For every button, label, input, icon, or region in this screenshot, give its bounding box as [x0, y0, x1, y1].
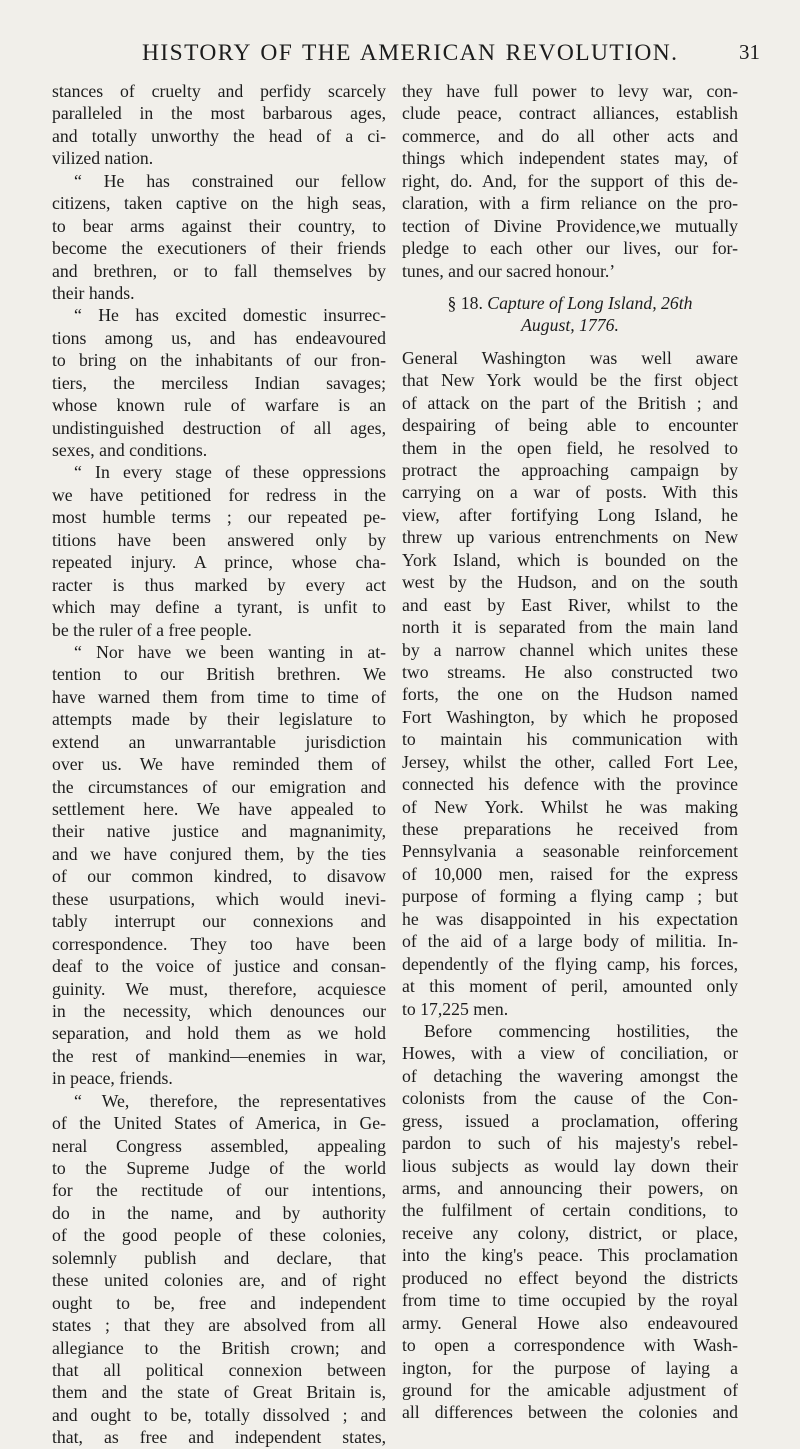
text-line: that all political connexion between: [52, 1359, 386, 1380]
text-line: most humble terms ; our repeated pe-: [52, 507, 386, 528]
text-line: we have petitioned for redress in the: [52, 484, 386, 505]
text-line: these preparations he received from: [402, 819, 738, 839]
text-line: dependently of the flying camp, his forces,: [402, 953, 738, 974]
text-line: claration, with a firm reliance on the pro-: [402, 193, 738, 214]
text-line: tention to our British brethren. We: [52, 664, 386, 685]
text-line: army. General Howe also endeavoured: [402, 1312, 738, 1333]
text-line: protract the approaching campaign by: [402, 460, 738, 480]
text-line: connected his defence with the province: [402, 774, 738, 795]
text-line: their native justice and magnanimity,: [52, 821, 386, 842]
text-line: forts, the one on the Hudson named: [402, 684, 738, 705]
section-mark: § 18.: [447, 292, 483, 313]
text-line: repeated injury. A prince, whose cha-: [52, 552, 386, 573]
text-line: their hands.: [52, 282, 135, 303]
text-line: tions among us, and has endeavoured: [52, 327, 386, 348]
text-line: states ; that they are absolved from all: [52, 1315, 386, 1336]
text-line: into the king's peace. This proclamation: [402, 1245, 738, 1266]
text-line: guinity. We must, therefore, acquiesce: [52, 978, 386, 999]
text-line: north it is separated from the main land: [402, 617, 738, 638]
text-line: citizens, taken captive on the high seas,: [52, 193, 386, 214]
text-line: and we have conjured them, by the ties: [52, 843, 386, 864]
text-line: them in the open field, he resolved to: [402, 437, 738, 458]
text-line: of the good people of these colonies,: [52, 1225, 386, 1246]
text-line: despairing of being able to encounter: [402, 415, 738, 436]
text-line: Before commencing hostilities, the: [424, 1020, 738, 1041]
text-line: and totally unworthy the head of a ci-: [52, 125, 386, 146]
text-line: Jersey, whilst the other, called Fort Lee,: [402, 751, 738, 772]
text-line: pardon to such of his majesty's rebel-: [402, 1133, 738, 1154]
text-line: deaf to the voice of justice and consan-: [52, 956, 386, 977]
text-line: lious subjects as would lay down their: [402, 1155, 738, 1176]
text-line: west by the Hudson, and on the south: [402, 572, 738, 593]
text-line: to bring on the inhabitants of our fron-: [52, 350, 386, 371]
text-line: the fulfilment of certain conditions, to: [402, 1200, 738, 1221]
text-line: “ He has constrained our fellow: [74, 170, 386, 191]
text-line: to 17,225 men.: [402, 998, 509, 1019]
right-column: [402, 80, 738, 1424]
text-line: neral Congress assembled, appealing: [52, 1135, 386, 1156]
text-line: them and the state of Great Britain is,: [52, 1382, 386, 1403]
text-line: tection of Divine Providence,we mutually: [402, 215, 738, 236]
text-line: receive any colony, district, or place,: [402, 1222, 738, 1243]
text-line: do in the name, and by authority: [52, 1202, 386, 1223]
text-line: pledge to each other our lives, our for-: [402, 238, 738, 259]
text-line: at this moment of peril, amounted only: [402, 976, 738, 997]
text-line: attempts made by their legislature to: [52, 709, 386, 730]
text-line: tiers, the merciless Indian savages;: [52, 372, 386, 393]
text-line: clude peace, contract alliances, establish: [402, 103, 738, 124]
left-column: [52, 80, 386, 1449]
text-line: to maintain his communication with: [402, 729, 738, 750]
text-line: right, do. And, for the support of this de-: [402, 170, 738, 191]
running-head: [142, 40, 760, 68]
text-line: undistinguished destruction of all ages,: [52, 417, 386, 438]
text-line: of attack on the part of the British ; and: [402, 392, 738, 413]
text-line: extend an unwarrantable jurisdiction: [52, 731, 386, 752]
text-line: “ Nor have we been wanting in at-: [74, 641, 386, 662]
text-line: of the aid of a large body of militia. In-: [402, 931, 738, 952]
text-line: vilized nation.: [52, 148, 154, 169]
text-line: gress, issued a proclamation, offering: [402, 1110, 738, 1131]
text-line: ground for the amicable adjustment of: [402, 1379, 738, 1400]
text-line: by a narrow channel which unites these: [402, 639, 738, 660]
text-line: which may define a tyrant, is unfit to: [52, 597, 386, 618]
text-line: produced no effect beyond the districts: [402, 1267, 738, 1288]
text-line: settlement here. We have appealed to: [52, 799, 386, 819]
section-title: Capture of Long Island, 26th: [487, 292, 693, 313]
text-line: whose known rule of warfare is an: [52, 395, 386, 416]
section-heading-date: August, 1776.: [521, 315, 619, 336]
text-line: to open a correspondence with Wash-: [402, 1335, 738, 1356]
text-line: stances of cruelty and perfidy scarcely: [52, 81, 386, 101]
text-line: General Washington was well aware: [402, 347, 738, 368]
text-line: the rest of mankind—enemies in war,: [52, 1045, 386, 1066]
text-line: York Island, which is bounded on the: [402, 549, 738, 570]
text-line: separation, and hold them as we hold: [52, 1023, 386, 1044]
text-line: and brethren, or to fall themselves by: [52, 260, 386, 281]
text-line: to bear arms against their country, to: [52, 215, 386, 236]
text-line: two streams. He also constructed two: [402, 661, 738, 682]
text-line: purpose of forming a flying camp ; but: [402, 886, 738, 907]
text-line: solemnly publish and declare, that: [52, 1247, 386, 1268]
text-line: in the necessity, which denounces our: [52, 1000, 386, 1021]
text-line: paralleled in the most barbarous ages,: [52, 103, 386, 124]
text-line: things which independent states may, of: [402, 148, 738, 169]
text-line: all differences between the colonies and: [402, 1402, 738, 1423]
text-line: the circumstances of our emigration and: [52, 776, 386, 797]
text-line: titions have been answered only by: [52, 529, 386, 550]
text-line: tably interrupt our connexions and: [52, 911, 386, 932]
text-line: over us. We have reminded them of: [52, 754, 386, 775]
text-line: of 10,000 men, raised for the express: [402, 863, 738, 884]
text-line: of the United States of America, in Ge-: [52, 1113, 386, 1134]
text-line: that New York would be the first object: [402, 370, 738, 391]
text-line: ought to be, free and independent: [52, 1292, 386, 1313]
text-line: allegiance to the British crown; and: [52, 1337, 386, 1358]
text-line: and east by East River, whilst to the: [402, 594, 738, 615]
text-line: Pennsylvania a seasonable reinforcement: [402, 841, 738, 862]
text-line: they have full power to levy war, con-: [402, 81, 738, 101]
text-line: of detaching the wavering amongst the: [402, 1065, 738, 1086]
text-line: from time to time occupied by the royal: [402, 1290, 738, 1311]
page-number: 31: [739, 40, 760, 64]
text-line: “ We, therefore, the representatives: [74, 1090, 386, 1111]
text-line: colonists from the cause of the Con-: [402, 1088, 738, 1109]
text-line: of our common kindred, to disavow: [52, 866, 386, 887]
text-line: threw up various entrenchments on New: [402, 527, 738, 548]
text-line: for the rectitude of our intentions,: [52, 1180, 386, 1201]
text-line: in peace, friends.: [52, 1068, 173, 1089]
text-line: he was disappointed in his expectation: [402, 908, 738, 929]
text-line: “ In every stage of these oppressions: [74, 462, 386, 483]
text-line: of New York. Whilst he was making: [402, 796, 738, 817]
running-title: HISTORY OF THE AMERICAN REVOLUTION.: [142, 40, 679, 66]
text-line: be the ruler of a free people.: [52, 619, 252, 640]
text-line: ington, for the purpose of laying a: [402, 1357, 738, 1378]
text-line: become the executioners of their friends: [52, 238, 386, 259]
text-line: arms, and announcing their powers, on: [402, 1178, 738, 1198]
text-line: these united colonies are, and of right: [52, 1270, 386, 1291]
text-line: these usurpations, which would inevi-: [52, 888, 386, 909]
text-line: Howes, with a view of conciliation, or: [402, 1043, 738, 1064]
text-line: carrying on a war of posts. With this: [402, 482, 738, 503]
section-heading: [402, 292, 738, 337]
text-line: to the Supreme Judge of the world: [52, 1158, 386, 1178]
text-line: that, as free and independent states,: [52, 1427, 386, 1448]
text-line: commerce, and do all other acts and: [402, 125, 738, 146]
text-line: and ought to be, totally dissolved ; and: [52, 1404, 386, 1425]
text-line: sexes, and conditions.: [52, 440, 208, 460]
text-line: view, after fortifying Long Island, he: [402, 504, 738, 525]
text-line: tunes, and our sacred honour.’: [402, 260, 616, 281]
text-line: Fort Washington, by which he proposed: [402, 706, 738, 727]
text-line: “ He has excited domestic insurrec-: [74, 305, 386, 326]
section-heading-line: [402, 292, 738, 314]
text-line: have warned them from time to time of: [52, 686, 386, 707]
text-line: correspondence. They too have been: [52, 933, 386, 954]
text-line: racter is thus marked by every act: [52, 574, 386, 595]
